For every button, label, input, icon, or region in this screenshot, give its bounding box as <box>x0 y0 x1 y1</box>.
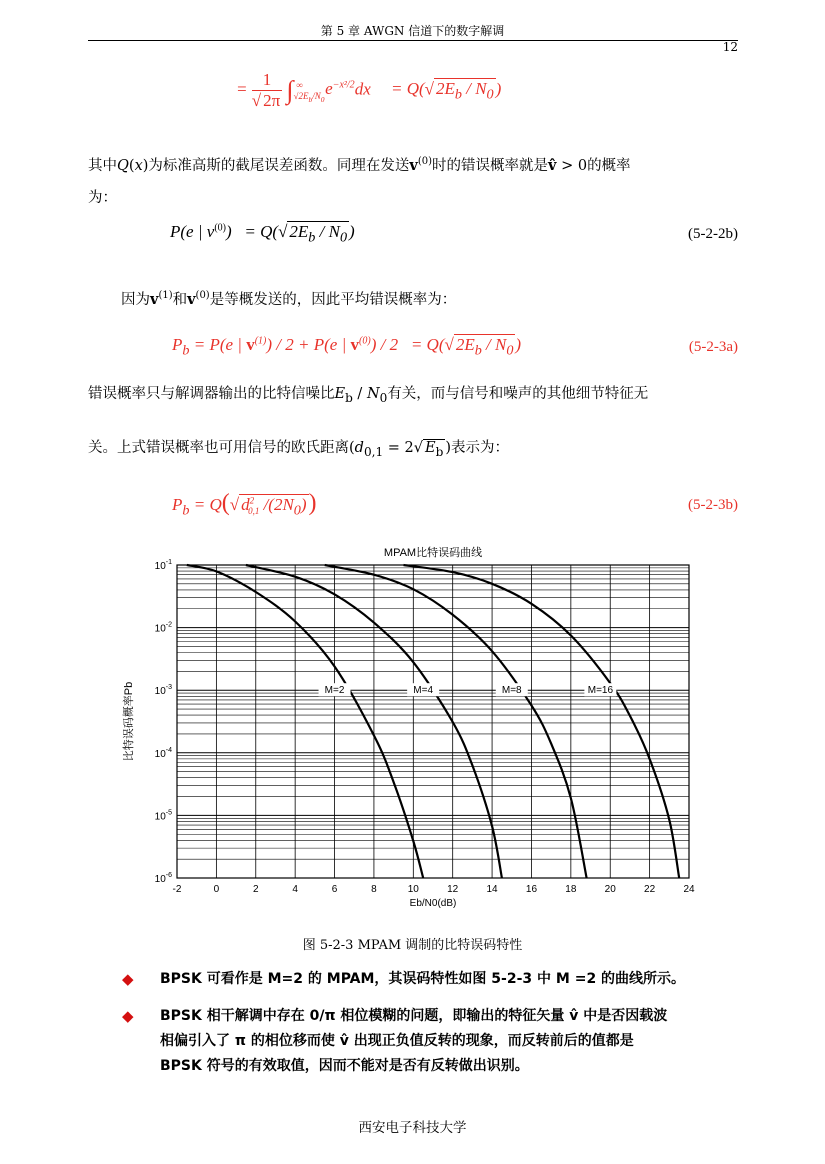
bullet-line: BPSK 相干解调中存在 0/π 相位模糊的问题，即输出的特征矢量 v̂ 中是否因载波 <box>160 1008 668 1024</box>
curve-label: M=2 <box>324 685 345 697</box>
figure-caption: 图 5-2-3 MPAM 调制的比特误码特性 <box>302 938 523 953</box>
paragraph-snr-dependence: 错误概率只与解调器输出的比特信噪比$E_b / N_0$有关，而与信号和噪声的其他细节特征无 <box>88 386 649 405</box>
chart-axes <box>155 559 695 895</box>
paragraph-equiprobable: 因为$v^{(1)}$和$v^{(0)}$是等概发送的，因此平均错误概率为： <box>121 290 457 308</box>
x-tick-label: 10 <box>407 884 419 895</box>
bullet-item <box>122 1004 762 1079</box>
x-tick-label: 20 <box>604 884 616 895</box>
page-footer: 西安电子科技大学 <box>358 1120 467 1136</box>
equation-q-function: = $\frac{1}{√ 2\pi}$ $\int_{√2E_b/N_0}^\infty$ $e^{-x^2/2}dx = Q(√$ $2E_b / N_0$ ) <box>236 70 502 110</box>
y-tick-label: $10^{-6}$ <box>154 872 172 885</box>
bullet-diamond-icon: ◆ <box>122 1007 134 1025</box>
x-tick-label: 8 <box>371 884 377 895</box>
x-tick-label: 0 <box>213 884 220 895</box>
x-tick-label: 14 <box>486 884 498 895</box>
x-tick-label: 24 <box>683 884 695 895</box>
x-tick-label: 12 <box>447 884 459 895</box>
mpam-ber-chart <box>100 540 720 920</box>
bullet-line: BPSK 可看作是 M=2 的 MPAM，其误码特性如图 5-2-3 中 M =2 的曲线所示。 <box>160 971 686 987</box>
y-tick-label: $10^{-5}$ <box>154 809 172 823</box>
curve-label: M=8 <box>501 685 522 697</box>
x-tick-label: 4 <box>292 884 298 895</box>
paragraph-q-definition-cont: 为： <box>88 190 117 206</box>
chart-grid <box>177 565 689 878</box>
equation-number-3a: (5-2-3a) <box>688 339 738 355</box>
chart-series <box>187 565 679 878</box>
eq1-dx: dx <box>354 79 371 99</box>
bullet-line: 相偏引入了 π 的相位移而使 v̂ 出现正负值反转的现象，而反转前后的值都是 <box>160 1033 634 1049</box>
header-rule <box>88 40 738 41</box>
equation-number-2b: (5-2-2b) <box>688 226 738 242</box>
curve-label: M=4 <box>413 685 434 697</box>
x-axis-label: Eb/N0(dB) <box>409 898 457 909</box>
chart-title: MPAM比特误码曲线 <box>383 547 483 559</box>
y-tick-label: $10^{-4}$ <box>154 746 172 760</box>
y-axis-label: 比特误码概率Pb <box>123 681 135 762</box>
series-line-m8 <box>325 565 587 878</box>
equation-average-pb: $P_b = P(e$ | $v^{(1)}) / 2 + P(e$ | $v^{(0)}) / 2 = Q(√$ $2E_b / N_0$ ) <box>172 335 522 359</box>
equation-pb-distance: $P_b = Q(√$ $d^2_{0,1}$ $/(2N_0)$) <box>172 490 317 519</box>
y-tick-label: $10^{-2}$ <box>154 621 172 635</box>
equation-pe-v0: P(e | $v^{(0)}) = Q(√$ $2E_b / N_0$ ) <box>170 222 355 246</box>
plot-frame <box>177 565 689 878</box>
eq1-numerator: 1 <box>252 70 282 91</box>
curve-label: M=16 <box>587 685 614 697</box>
x-tick-label: 6 <box>331 884 338 895</box>
y-tick-label: $10^{-3}$ <box>154 684 172 698</box>
x-tick-label: -2 <box>172 884 182 895</box>
paragraph-q-definition: 其中Q(x)为标准高斯的截尾误差函数。同理在发送$v^{(0)}$时的错误概率就是v̂ > 0的概率 <box>88 156 631 174</box>
page-number: 12 <box>722 40 738 54</box>
x-tick-label: 16 <box>525 884 538 895</box>
bullet-line: BPSK 符号的有效取值，因而不能对是否有反转做出识别。 <box>160 1058 529 1074</box>
x-tick-label: 22 <box>644 884 656 895</box>
y-tick-label: $10^{-1}$ <box>154 559 172 572</box>
eq1-rhs-arg: 2E <box>436 79 455 99</box>
x-tick-label: 2 <box>252 884 259 895</box>
paragraph-distance: 关。上式错误概率也可用信号的欧氏距离($d_{0,1} = 2√$ $E_b$ )表示为： <box>88 440 510 459</box>
eq1-denominator: 2π <box>263 91 281 110</box>
running-header: 第 5 章 AWGN 信道下的数字解调 <box>320 24 505 38</box>
x-tick-label: 18 <box>565 884 577 895</box>
bullet-item <box>122 967 762 992</box>
series-line-m2 <box>187 565 423 878</box>
equation-number-3b: (5-2-3b) <box>688 497 738 513</box>
bullet-diamond-icon: ◆ <box>122 970 134 988</box>
eq1-rhs: = Q( <box>390 79 425 99</box>
